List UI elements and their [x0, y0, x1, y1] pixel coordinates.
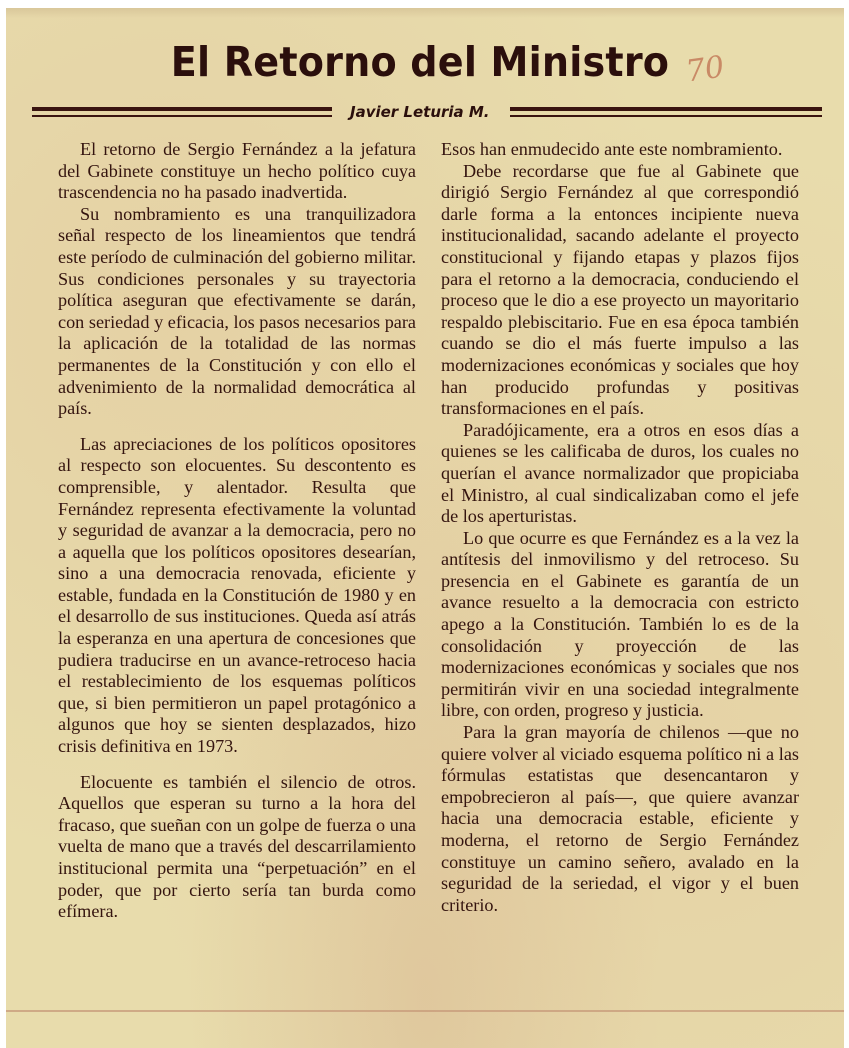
paragraph: Esos han enmudecido ante este nombramiento. — [441, 139, 783, 159]
paper-edge-bottom — [6, 1010, 844, 1012]
paragraph: Elocuente es también el silencio de otros. Aquellos que esperan su turno a la hora del fracaso, que sueñan con un golpe de fuerza o una vuelta de mano que a través del descarrilamiento institucional permita una “perpetuación” en el poder, que por cierto sería tan burda como efímera. — [58, 771, 416, 922]
paragraph: Debe recordarse que fue al Gabinete que dirigió Sergio Fernández al que correspondió darle forma a la entonces incipiente nueva institucionalidad, sacando adelante el proyecto constitucional y fijando etapas y plazos fijos para el retorno a la democracia, conduciendo el proceso que le dio a ese proyecto un mayoritario respaldo plebiscitario. Fue en esa época también cuando se dio el más fuerte impulso a las modernizaciones económicas y sociales que hoy han producido profundas y positivas transformaciones en el país. — [441, 160, 799, 419]
double-rule-right — [510, 107, 822, 119]
paragraph: Su nombramiento es una tranquilizadora señal respecto de los lineamientos que tendrá este período de culminación del gobierno militar. Sus condiciones personales y su trayectoria política aseguran que efectivamente se darán, con seriedad y eficacia, los pasos necesarios para la aplicación de la totalidad de las normas permanentes de la Constitución y con ello el advenimiento de la normalidad democrática al país. — [58, 203, 416, 419]
column-right — [441, 139, 799, 916]
author-byline: Javier Leturia M. — [350, 103, 490, 121]
paragraph: Las apreciaciones de los políticos opositores al respecto son elocuentes. Su descontento es comprensible, y alentador. Resulta que Fernández representa efectivamente la voluntad y seguridad de avanzar a la democracia, pero no a aquella que los políticos opositores desearían, sino a una democracia renovada, eficiente y estable, fundada en la Constitución de 1980 y en el desarrollo de sus instituciones. Queda así atrás la esperanza en una apertura de concesiones que pudiera traducirse en un avance-retroceso hacia el restablecimiento de los esquemas políticos que, si bien permitieron un papel protagónico a algunos que hoy se sienten desplazados, hizo crisis definitiva en 1973. — [58, 433, 416, 757]
newspaper-clipping — [6, 8, 844, 1048]
paragraph: Paradójicamente, era a otros en esos días a quienes se les calificaba de duros, los cuales no querían el avance normalizador que propiciaba el Ministro, al cual sindicalizaban como el jefe de los aperturistas. — [441, 419, 799, 527]
article-title: El Retorno del Ministro — [170, 38, 670, 86]
handwritten-annotation: 70 — [683, 49, 727, 90]
paper-edge-top — [6, 8, 844, 18]
double-rule-left — [32, 107, 332, 119]
paragraph: Para la gran mayoría de chilenos —que no quiere volver al viciado esquema político ni a las fórmulas estatistas que desencantaron y empobrecieron al país—, que quiere avanzar hacia una democracia estable, eficiente y moderna, el retorno de Sergio Fernández constituye un camino señero, avalado en la seguridad de la seriedad, el vigor y el buen criterio. — [441, 722, 799, 915]
paragraph: El retorno de Sergio Fernández a la jefatura del Gabinete constituye un hecho político cuya trascendencia no ha pasado inadvertida. — [58, 139, 416, 203]
paragraph: Lo que ocurre es que Fernández es a la vez la antítesis del inmovilismo y del retroceso. Su presencia en el Gabinete es garantía de un avance resuelto a la democracia con estricto apego a la Constitución. También lo es de la consolidación y proyección de las modernizaciones económicas y sociales que nos permitirán vivir en una sociedad integralmente libre, con orden, progreso y justicia. — [441, 527, 799, 721]
column-left — [58, 139, 416, 923]
byline-row — [32, 103, 822, 125]
